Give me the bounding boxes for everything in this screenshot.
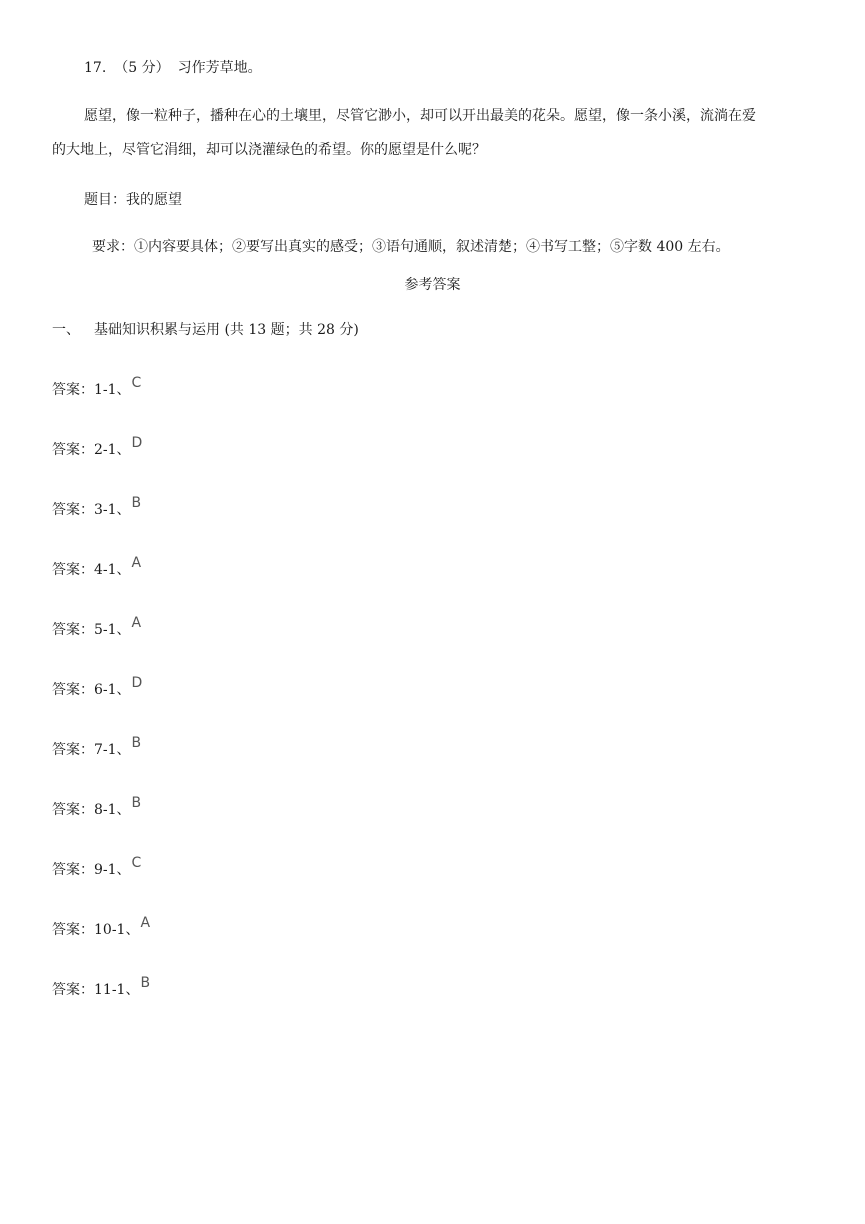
answer-label: 答案：3-1、 xyxy=(52,502,131,518)
question-title: 习作芳草地。 xyxy=(177,60,262,76)
section-heading xyxy=(52,320,359,340)
answer-choice: D xyxy=(131,435,143,451)
answer-choice: A xyxy=(140,915,151,931)
answer-row xyxy=(52,795,142,820)
answer-row xyxy=(52,615,142,640)
essay-topic: 题目：我的愿望 xyxy=(84,192,182,208)
section-number: 一、 xyxy=(52,322,80,338)
answer-label: 答案：7-1、 xyxy=(52,742,131,758)
answer-choice: B xyxy=(131,795,142,811)
answer-choice: A xyxy=(131,555,142,571)
answer-label: 答案：4-1、 xyxy=(52,562,131,578)
answer-row xyxy=(52,675,143,700)
answer-choice: C xyxy=(131,855,142,871)
answer-choice: B xyxy=(131,735,142,751)
answer-choice: B xyxy=(131,495,142,511)
question-score: （5 分） xyxy=(114,60,170,76)
reference-answers-title: 参考答案 xyxy=(404,277,461,293)
prompt-paragraph-line-2: 的大地上，尽管它涓细，却可以浇灌绿色的希望。你的愿望是什么呢？ xyxy=(52,142,486,158)
answer-row xyxy=(52,915,151,940)
prompt-paragraph-line-1: 愿望，像一粒种子，播种在心的土壤里，尽管它渺小，却可以开出最美的花朵。愿望，像一条小溪，流淌在爱 xyxy=(84,108,756,124)
section-title: 基础知识积累与运用 (共 13 题；共 28 分) xyxy=(94,322,359,338)
answer-row xyxy=(52,435,143,460)
answer-row xyxy=(52,495,142,520)
answer-label: 答案：2-1、 xyxy=(52,442,131,458)
essay-requirements: 要求：①内容要具体；②要写出真实的感受；③语句通顺，叙述清楚；④书写工整；⑤字数 400 左右。 xyxy=(92,239,730,255)
answer-choice: C xyxy=(131,375,142,391)
answer-label: 答案：9-1、 xyxy=(52,862,131,878)
answer-label: 答案：8-1、 xyxy=(52,802,131,818)
question-header xyxy=(84,58,262,78)
question-number: 17. xyxy=(84,60,107,76)
answer-row xyxy=(52,375,142,400)
answer-row xyxy=(52,975,151,1000)
answer-label: 答案：1-1、 xyxy=(52,382,131,398)
answer-label: 答案：6-1、 xyxy=(52,682,131,698)
answer-row xyxy=(52,555,142,580)
answer-row xyxy=(52,855,142,880)
answer-choice: B xyxy=(140,975,151,991)
answer-row xyxy=(52,735,142,760)
answer-label: 答案：10-1、 xyxy=(52,922,140,938)
answer-choice: D xyxy=(131,675,143,691)
answer-choice: A xyxy=(131,615,142,631)
answer-label: 答案：5-1、 xyxy=(52,622,131,638)
answer-label: 答案：11-1、 xyxy=(52,982,140,998)
